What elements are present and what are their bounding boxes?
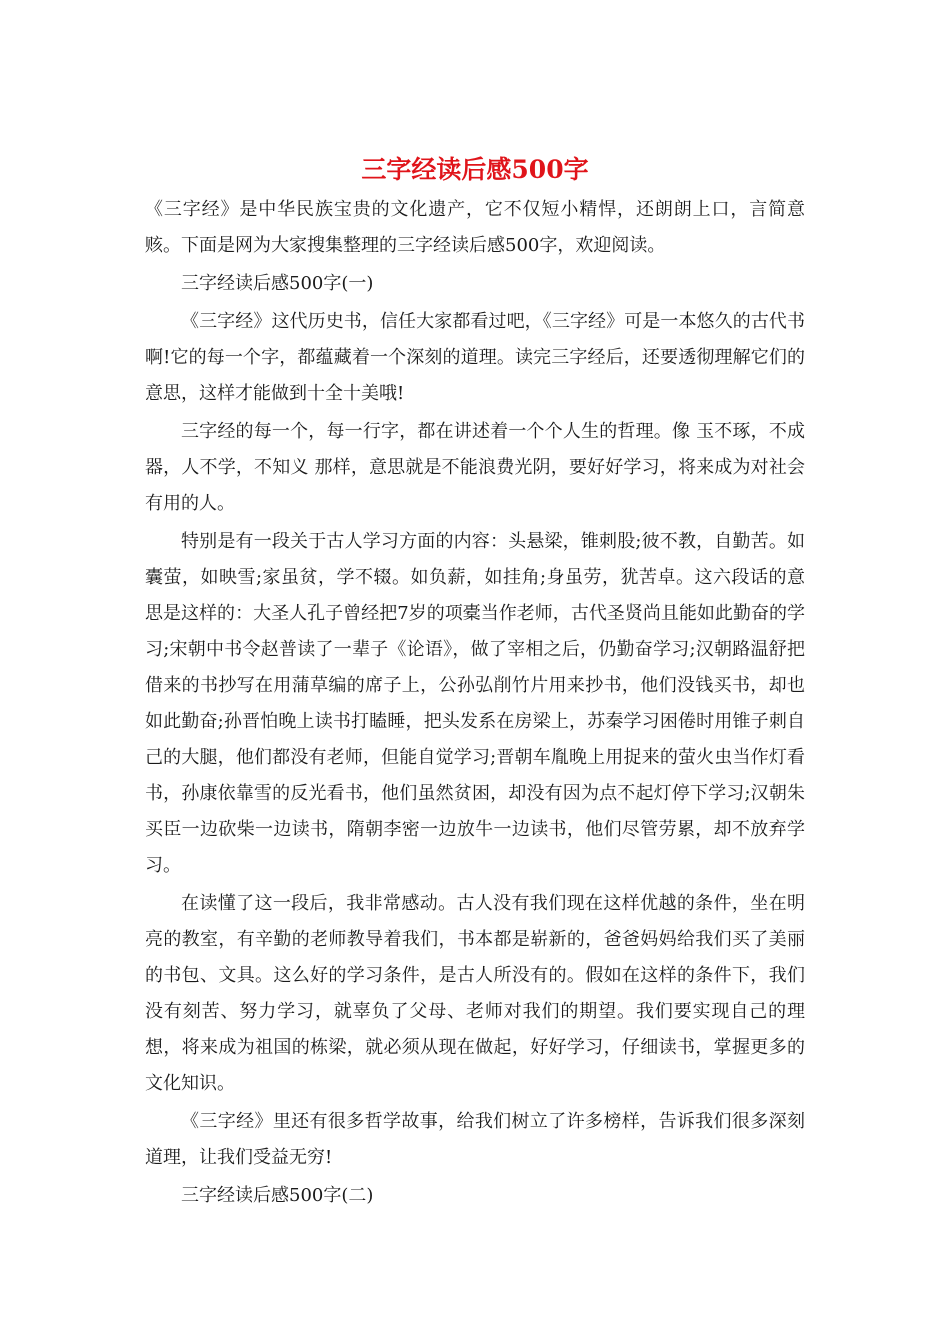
document-page — [145, 150, 805, 1214]
paragraph: 《三字经》里还有很多哲学故事，给我们树立了许多榜样，告诉我们很多深刻道理，让我们受益无穷! — [145, 1111, 805, 1168]
paragraph: 特别是有一段关于古人学习方面的内容：头悬梁，锥刺股;彼不教，自勤苦。如囊萤，如映雪;家虽贫，学不辍。如负薪，如挂角;身虽劳，犹苦卓。这六段话的意思是这样的：大圣人孔子曾经把7岁的项橐当作老师，古代圣贤尚且能如此勤奋的学习;宋朝中书令赵普读了一辈子《论语》，做了宰相之后，仍勤奋学习;汉朝路温舒把借来的书抄写在用蒲草编的席子上，公孙弘削竹片用来抄书，他们没钱买书，却也如此勤奋;孙晋怕晚上读书打瞌睡，把头发系在房梁上，苏秦学习困倦时用锥子刺自己的大腿，他们都没有老师，但能自觉学习;晋朝车胤晚上用捉来的萤火虫当作灯看书，孙康依靠雪的反光看书，他们虽然贫困，却没有因为点不起灯停下学习;汉朝朱买臣一边砍柴一边读书，隋朝李密一边放牛一边读书，他们尽管劳累，却不放弃学习。 — [145, 531, 806, 876]
document-body — [145, 192, 805, 1214]
paragraph: 《三字经》这代历史书，信任大家都看过吧，《三字经》可是一本悠久的古代书啊!它的每一个字，都蕴藏着一个深刻的道理。读完三字经后，还要透彻理解它们的意思，这样才能做到十全十美哦! — [145, 311, 805, 404]
paragraph: 三字经的每一个，每一行字，都在讲述着一个个人生的哲理。像 玉不琢，不成器，人不学，不知义 那样，意思就是不能浪费光阴，要好好学习，将来成为对社会有用的人。 — [145, 421, 805, 514]
paragraph: 在读懂了这一段后，我非常感动。古人没有我们现在这样优越的条件，坐在明亮的教室，有辛勤的老师教导着我们，书本都是崭新的，爸爸妈妈给我们买了美丽的书包、文具。这么好的学习条件，是古人所没有的。假如在这样的条件下，我们没有刻苦、努力学习，就辜负了父母、老师对我们的期望。我们要实现自己的理想，将来成为祖国的栋梁，就必须从现在做起，好好学习，仔细读书，掌握更多的文化知识。 — [145, 893, 805, 1094]
document-title: 三字经读后感500字 — [361, 155, 589, 184]
paragraph-intro: 《三字经》是中华民族宝贵的文化遗产，它不仅短小精悍，还朗朗上口，言简意赅。下面是网为大家搜集整理的三字经读后感500字，欢迎阅读。 — [145, 199, 805, 256]
section-heading-1: 三字经读后感500字(一) — [181, 273, 374, 294]
section-heading-2: 三字经读后感500字(二) — [181, 1185, 374, 1206]
